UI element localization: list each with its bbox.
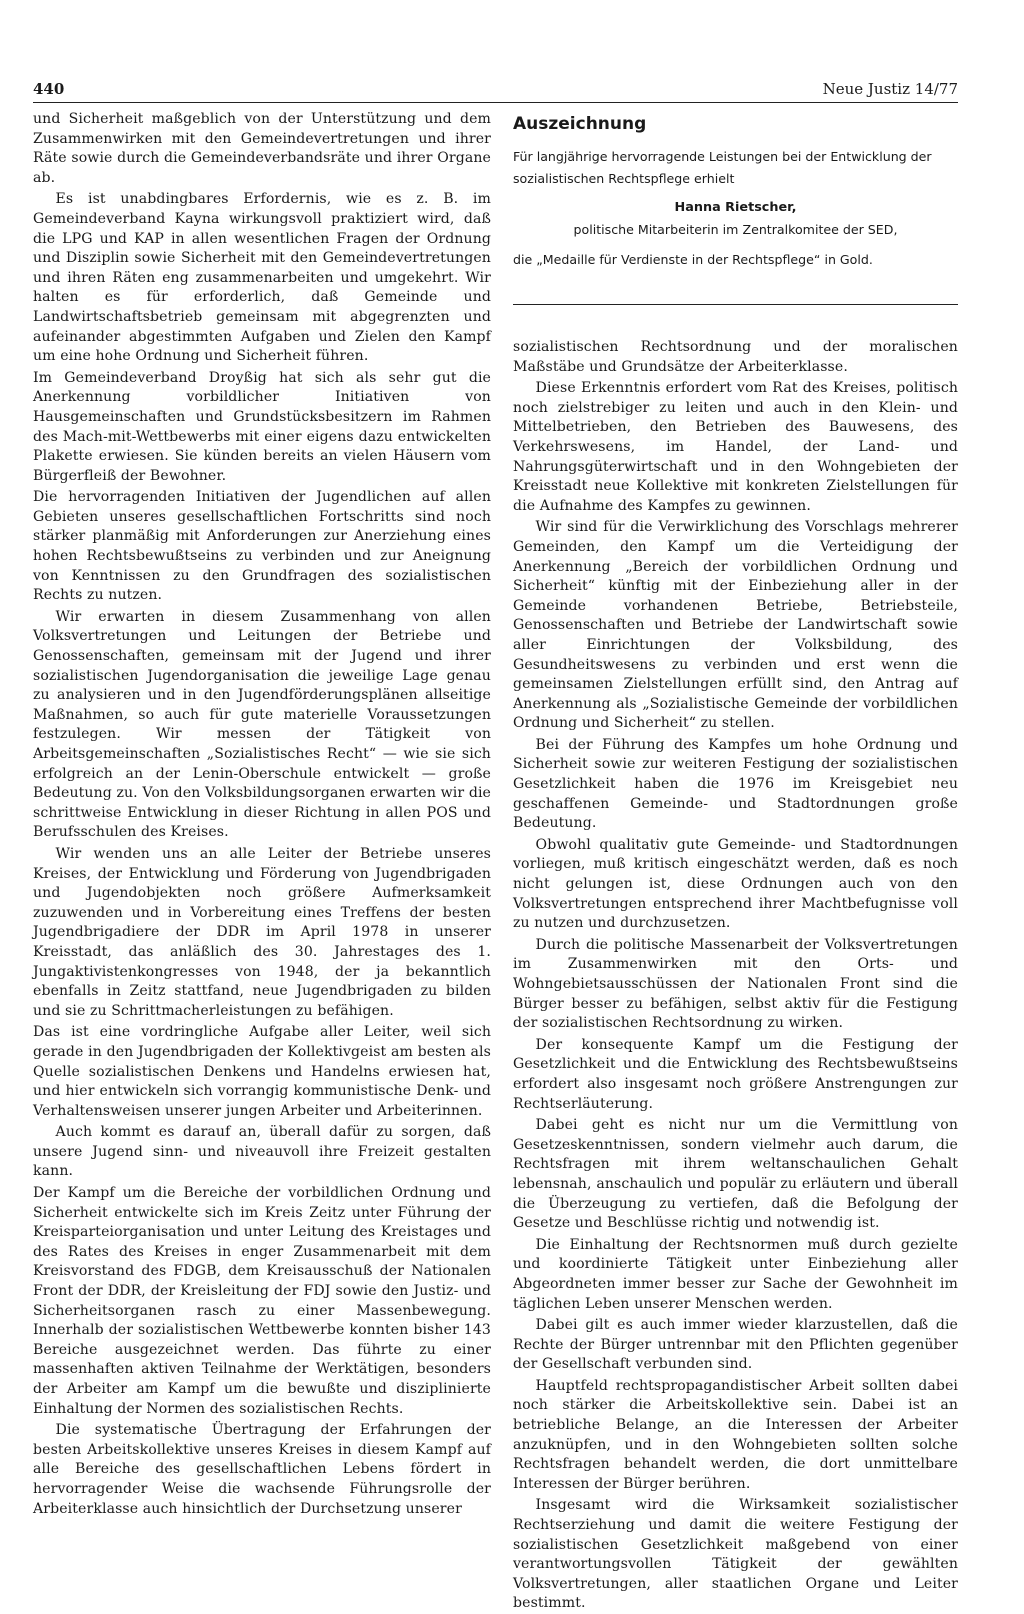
paragraph: Im Gemeindeverband Droyßig hat sich als sehr gut die Anerkennung vorbildlicher Initiativen von Hausgemeinschaften und Grundstücksbesitzern im Rahmen des Mach-mit-Wettbewerbs mit einer eigens dazu entwickelten Plakette erwiesen. Sie künden bereits an vielen Häusern vom Bürgerfleiß der Bewohner.	[33, 369, 491, 484]
award-recipient: Hanna Rietscher,	[674, 200, 797, 215]
paragraph: Diese Erkenntnis erfordert vom Rat des Kreises, politisch noch zielstrebiger zu leiten und auch in den Klein- und Mittelbetrieben, den Betrieben des Bauwesens, des Verkehrswesens, im Handel, der Land- und Nahrungsgüterwirtschaft und in den Wohngebieten der Kreisstadt neue Kollektive mit konkreten Zielstellungen für die Aufnahme des Kampfes zu gewinnen.	[513, 380, 958, 514]
header-divider	[33, 102, 958, 103]
paragraph: Das ist eine vordringliche Aufgabe aller Leiter, weil sich gerade in den Jugendbrigaden der Kollektivgeist am besten als Quelle sozialistischen Denkens und Handelns erwiesen hat, und hier entwickeln sich vorrangig kommunistische Denk- und Verhaltensweisen unserer jungen Arbeiter und Arbeiterinnen.	[33, 1024, 491, 1119]
left-column	[33, 110, 491, 1519]
award-medal: die „Medaille für Verdienste in der Rechtspflege“ in Gold.	[513, 252, 873, 267]
paragraph: Wir wenden uns an alle Leiter der Betriebe unseres Kreises, der Entwicklung und Förderung von Jugendbrigaden und Jugendobjekten noch größere Aufmerksamkeit zuzuwenden und in Vorbereitung eines Treffens der besten Jugendbrigadiere der DDR im April 1978 in unserer Kreisstadt, das anläßlich des 30. Jahrestages des 1. Jungaktivistenkongresses von 1948, der ja bekanntlich ebenfalls in Zeitz stattfand, neue Jugendbrigaden zu bilden und sie zu Schrittmacherleistungen zu befähigen.	[33, 845, 491, 1019]
paragraph: Insgesamt wird die Wirksamkeit sozialistischer Rechtserziehung und damit die weitere Festigung der sozialistischen Gesetzlichkeit maßgebend von einer verantwortungsvollen Tätigkeit der gewählten Volksvertretungen, aller staatlichen Organe und Leiter bestimmt.	[513, 1497, 958, 1612]
paragraph: Dabei geht es nicht nur um die Vermittlung von Gesetzeskenntnissen, sondern vielmehr auch darum, die Rechtsfragen mit ihrem weltanschaulichen Gehalt lebensnah, anschaulich und populär zu erläutern und überall die Überzeugung zu vertiefen, daß die Befolgung der Gesetze und Beschlüsse richtig und notwendig ist.	[513, 1117, 958, 1232]
paragraph: Auch kommt es darauf an, überall dafür zu sorgen, daß unsere Jugend sinn- und niveauvoll ihre Freizeit gestalten kann.	[33, 1124, 491, 1180]
award-box	[513, 110, 958, 271]
paragraph: Bei der Führung des Kampfes um hohe Ordnung und Sicherheit sowie zur weiteren Festigung der sozialistischen Gesetzlichkeit haben die 1976 im Kreisgebiet neu geschaffenen Gemeinde- und Stadtordnungen große Bedeutung.	[513, 736, 958, 832]
paragraph: Wir sind für die Verwirklichung des Vorschlags mehrerer Gemeinden, den Kampf um die Verteidigung der Anerkennung „Bereich der vorbildlichen Ordnung und Sicherheit“ künftig mit der Einbeziehung aller in der Gemeinde vorhandenen Betriebe, Betriebsteile, Genossenschaften und Betriebe der Landwirtschaft sowie aller Einrichtungen der Volksbildung, des Gesundheitswesens zu verbinden und erst wenn die gemeinsamen Zielstellungen erfüllt sind, den Antrag auf Anerkennung als „Sozialistische Gemeinde der vorbildlichen Ordnung und Sicherheit“ zu stellen.	[513, 519, 958, 732]
paragraph: Dabei gilt es auch immer wieder klarzustellen, daß die Rechte der Bürger untrennbar mit den Pflichten gegenüber der Gesellschaft verbunden sind.	[513, 1317, 958, 1373]
award-title: Auszeichnung	[513, 114, 647, 134]
paragraph: Durch die politische Massenarbeit der Volksvertretungen im Zusammenwirken mit den Orts- und Wohngebietsausschüssen der Nationalen Front sind die Bürger besser zu befähigen, selbst aktiv für die Festigung der sozialistischen Rechtsordnung zu wirken.	[513, 936, 958, 1032]
paragraph: sozialistischen Rechtsordnung und der moralischen Maßstäbe und Grundsätze der Arbeiterklasse.	[513, 339, 958, 375]
paragraph: Wir erwarten in diesem Zusammenhang von allen Volksvertretungen und Leitungen der Betriebe und Genossenschaften, gemeinsam mit der Jugend und ihrer sozialistischen Jugendorganisation die jeweilige Lage genau zu analysieren und in den Jugendförderungsplänen allseitige Maßnahmen, so auch für gute materielle Voraussetzungen festzulegen. Wir messen der Tätigkeit von Arbeitsgemeinschaften „Sozialistisches Recht“ — wie sie sich erfolgreich an der Lenin-Oberschule entwickelt — große Bedeutung zu. Von den Volksbildungsorganen erwarten wir die schrittweise Entwicklung in dieser Richtung in allen POS und Berufsschulen des Kreises.	[33, 608, 491, 841]
paragraph: Die systematische Übertragung der Erfahrungen der besten Arbeitskollektive unseres Kreises in diesem Kampf auf alle Bereiche des gesellschaftlichen Lebens fördert in hervorragender Weise die wachsende Führungsrolle der Arbeiterklasse auch hinsichtlich der Durchsetzung unserer	[33, 1422, 491, 1517]
paragraph: Der konsequente Kampf um die Festigung der Gesetzlichkeit und die Entwicklung des Rechtsbewußtseins erfordert also insgesamt noch größere Anstrengungen zur Rechtserläuterung.	[513, 1036, 958, 1112]
paragraph: Es ist unabdingbares Erfordernis, wie es z. B. im Gemeindeverband Kayna wirkungsvoll praktiziert wird, daß die LPG und KAP in allen wesentlichen Fragen der Ordnung und Disziplin sowie Sicherheit mit den Gemeindevertretungen und ihren Räten eng zusammenarbeiten und umgekehrt. Wir halten es für erforderlich, daß Gemeinde und Landwirtschaftsbetrieb gemeinsam mit abgegrenzten und aufeinander abgestimmten Aufgaben und Zielen den Kampf um eine hohe Ordnung und Sicherheit führen.	[33, 191, 491, 365]
right-column	[513, 338, 958, 1614]
paragraph: Die hervorragenden Initiativen der Jugendlichen auf allen Gebieten unseres gesellschaftlichen Fortschritts sind noch stärker planmäßig mit Anforderungen zur Anerziehung eines hohen Rechtsbewußtseins zu verbinden und zur Aneignung von Kenntnissen zu den Grundfragen des sozialistischen Rechts zu nutzen.	[33, 489, 491, 604]
award-intro: Für langjährige hervorragende Leistungen bei der Entwicklung der sozialistischen Rechtspflege erhielt	[513, 149, 932, 186]
award-recipient-role: politische Mitarbeiterin im Zentralkomitee der SED,	[573, 222, 898, 237]
page-header	[33, 80, 958, 102]
award-divider	[513, 304, 958, 305]
paragraph: Die Einhaltung der Rechtsnormen muß durch gezielte und koordinierte Tätigkeit unter Einbeziehung aller Abgeordneten immer besser zur Sache der Gewohnheit im täglichen Leben unserer Menschen werden.	[513, 1236, 958, 1312]
paragraph: Der Kampf um die Bereiche der vorbildlichen Ordnung und Sicherheit entwickelte sich im Kreis Zeitz unter Führung der Kreisparteiorganisation und unter Leitung des Kreistages und des Rates des Kreises in enger Zusammenarbeit mit dem Kreisvorstand des FDGB, dem Kreisausschuß der Nationalen Front der DDR, der Kreisleitung der FDJ sowie den Justiz- und Sicherheitsorganen rasch zu einer Massenbewegung. Innerhalb der sozialistischen Wettbewerbe konnten bisher 143 Bereiche ausgezeichnet werden. Das führte zu einer massenhaften aktiven Teilnahme der Werktätigen, besonders der Arbeiter am Kampf um die bewußte und disziplinierte Einhaltung der Normen des sozialistischen Rechts.	[33, 1185, 491, 1417]
page-number: 440	[33, 80, 65, 98]
paragraph: Hauptfeld rechtspropagandistischer Arbeit sollten dabei noch stärker die Arbeitskollektive sein. Dabei ist an betriebliche Belange, an die Interessen der Arbeiter anzuknüpfen, und in den Wohngebieten sollten solche Rechtsfragen behandelt werden, die dort unmittelbare Interessen der Bürger berühren.	[513, 1377, 958, 1492]
journal-issue: Neue Justiz 14/77	[822, 80, 958, 98]
paragraph: und Sicherheit maßgeblich von der Unterstützung und dem Zusammenwirken mit den Gemeindevertretungen und ihrer Räte sowie durch die Gemeindeverbandsräte und ihrer Organe ab.	[33, 111, 491, 186]
paragraph: Obwohl qualitativ gute Gemeinde- und Stadtordnungen vorliegen, muß kritisch eingeschätzt werden, daß es noch nicht gelungen ist, diese Ordnungen auch von den Volksvertretungen entsprechend ihrer Machtbefugnisse voll zu nutzen und durchzusetzen.	[513, 836, 958, 932]
